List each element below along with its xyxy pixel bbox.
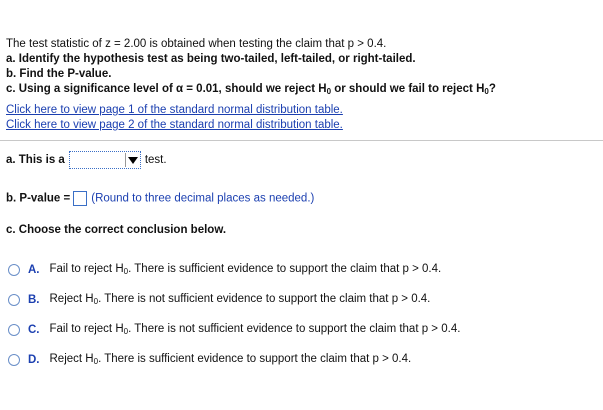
option-d-letter: D. — [28, 353, 40, 366]
part-b-prompt: b. Find the P-value. — [6, 68, 112, 80]
radio-option-d[interactable] — [8, 354, 20, 366]
option-a-text: Fail to reject $H_0$. There is sufficient evidence to support the claim that p > 0.4. — [49, 263, 442, 276]
h0-subscript: 0 — [326, 87, 332, 96]
rounding-hint: (Round to three decimal places as needed.) — [91, 192, 315, 205]
radio-option-c[interactable] — [8, 324, 20, 336]
tail-type-dropdown[interactable] — [69, 151, 141, 169]
problem-intro: The test statistic of z = 2.00 is obtained when testing the claim that p > 0.4. — [6, 38, 387, 50]
part-b-row — [6, 191, 314, 206]
part-c-prompt-pre: c. Using a significance level of α = 0.01, should we reject H — [6, 83, 327, 95]
option-b[interactable] — [8, 293, 430, 306]
option-b-text: Reject $H_0$. There is not sufficient evidence to support the claim that p > 0.4. — [49, 293, 431, 306]
part-c-prompt-mid: or should we fail to reject H — [331, 83, 485, 95]
option-a-letter: A. — [28, 263, 40, 276]
table-page2-link[interactable]: Click here to view page 2 of the standard normal distribution table. — [6, 119, 343, 131]
h0-subscript: 0 — [484, 87, 489, 96]
option-a[interactable] — [8, 263, 441, 276]
p-value-input[interactable] — [73, 191, 87, 206]
part-a-label: a. This is a — [6, 154, 65, 167]
table-page1-link[interactable]: Click here to view page 1 of the standard normal distribution table. — [6, 104, 343, 116]
option-d[interactable] — [8, 353, 411, 366]
part-c-label: c. Choose the correct conclusion below. — [6, 224, 227, 236]
option-b-letter: B. — [28, 293, 40, 306]
option-d-text: Reject $H_0$. There is sufficient evidence to support the claim that p > 0.4. — [49, 353, 412, 366]
part-c-prompt — [6, 83, 496, 96]
option-c-letter: C. — [28, 323, 40, 336]
radio-option-b[interactable] — [8, 294, 20, 306]
part-a-suffix: test. — [144, 154, 167, 167]
part-c-prompt-post: ? — [488, 83, 496, 95]
radio-option-a[interactable] — [8, 264, 20, 276]
dropdown-arrow-icon[interactable] — [125, 153, 139, 167]
separator — [0, 140, 603, 141]
part-b-label: b. P-value = — [6, 192, 71, 205]
option-c[interactable] — [8, 323, 460, 336]
option-c-text: Fail to reject $H_0$. There is not sufficient evidence to support the claim that p > 0.4. — [49, 323, 461, 336]
part-a-row — [6, 151, 167, 169]
part-a-prompt: a. Identify the hypothesis test as being two-tailed, left-tailed, or right-tailed. — [6, 53, 416, 65]
